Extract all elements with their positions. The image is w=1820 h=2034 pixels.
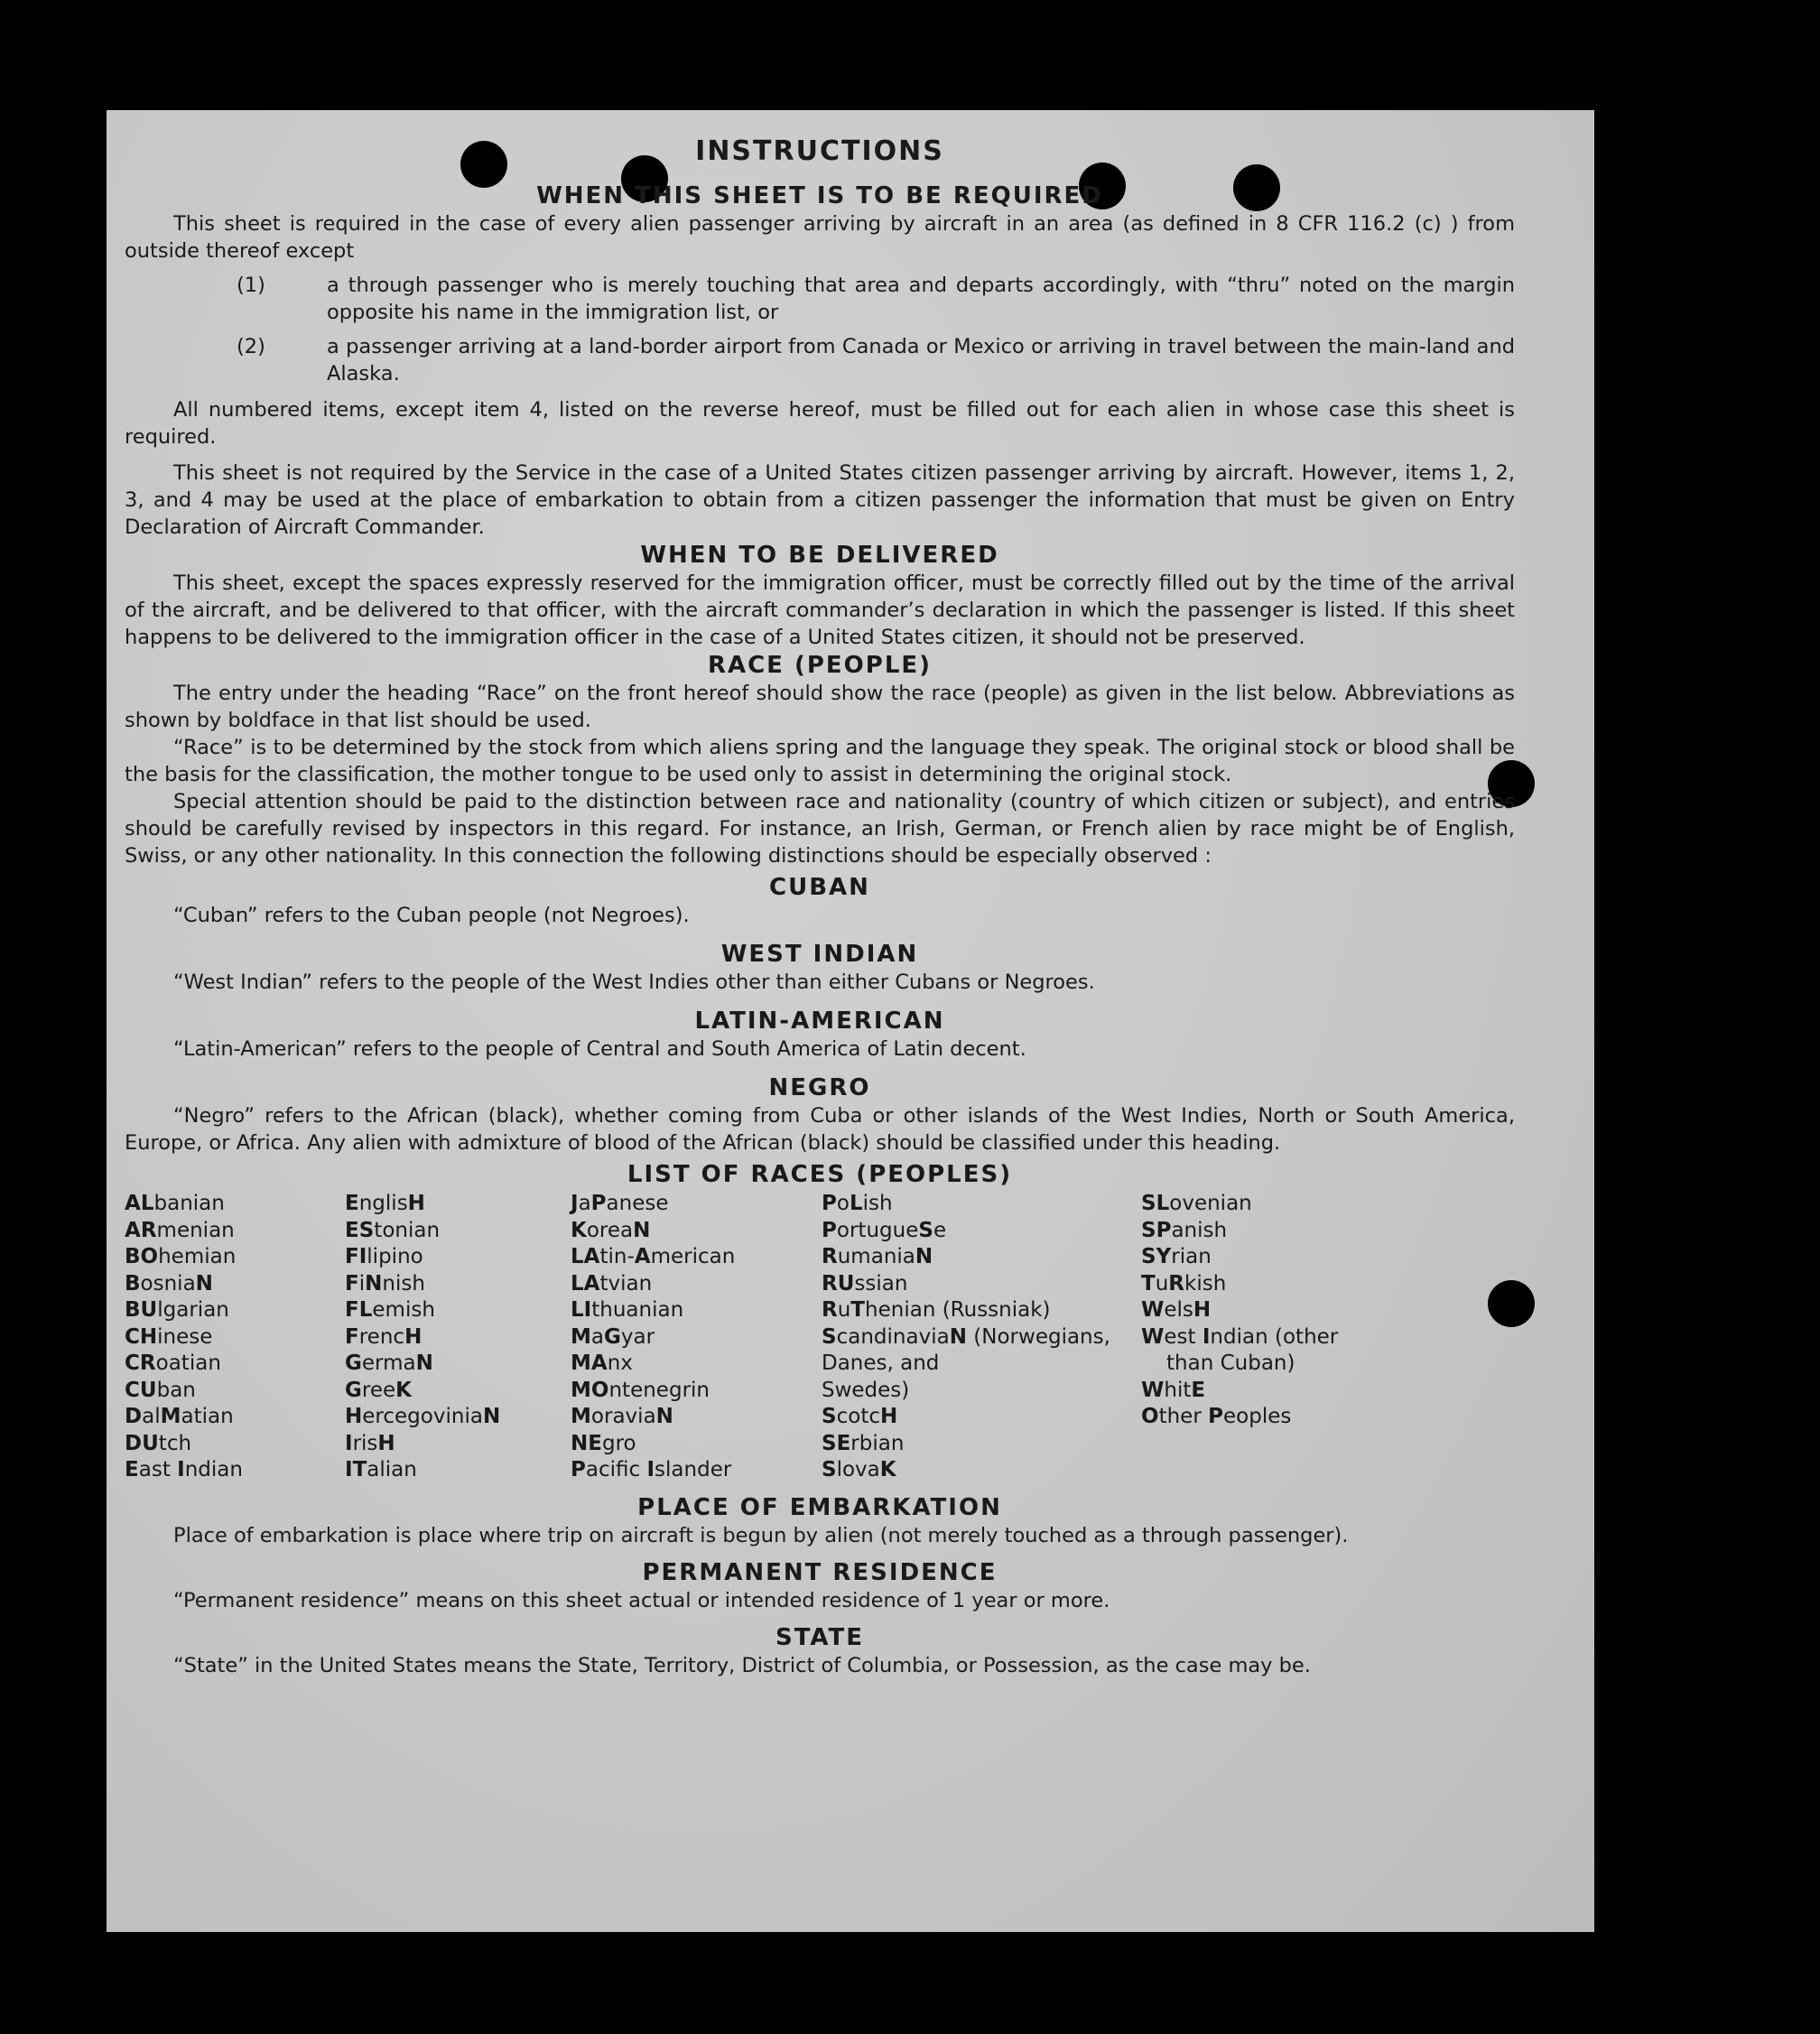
paragraph: “Negro” refers to the African (black), whether coming from Cuba or other islands of the West Indies, North or South America, Europe, or Africa. Any alien with admixture of blood of the African (black) should be classified under this heading. (125, 1104, 1515, 1155)
race-entry: NEgro (571, 1431, 636, 1455)
race-entry: LIthuanian (571, 1298, 684, 1322)
race-entry: RUssian (822, 1271, 908, 1296)
paragraph: This sheet is not required by the Service in the case of a United States citizen passenger arriving by aircraft. However, items 1, 2, 3, and 4 may be used at the place of embarkation to obtain from a citizen passenger the information that must be given on Entry Declaration of Aircraft Commander. (125, 461, 1515, 539)
race-entry: BUlgarian (125, 1298, 229, 1322)
race-entry: RuThenian (Russniak) (822, 1298, 1051, 1322)
race-entry: TuRkish (1141, 1271, 1227, 1296)
instructions-content (125, 135, 1515, 1679)
race-entry: EStonian (345, 1218, 441, 1242)
heading-when-required: WHEN THIS SHEET IS TO BE REQUIRED (536, 182, 1103, 209)
race-entry: FiNnish (345, 1271, 425, 1296)
race-entry: West Indian (other (1141, 1324, 1339, 1349)
race-entry: PortugueSe (822, 1218, 947, 1242)
race-entry: GreeK (345, 1378, 412, 1402)
race-entry: PoLish (822, 1192, 893, 1215)
race-entry: MAnx (571, 1351, 633, 1375)
race-entry: CUban (125, 1378, 196, 1402)
race-entry: EnglisH (345, 1192, 425, 1215)
race-entry: BOhemian (125, 1245, 237, 1268)
race-entry: KoreaN (571, 1218, 651, 1242)
list-item (125, 333, 1515, 387)
race-entry: MOntenegrin (571, 1378, 710, 1402)
race-entry: FIlipino (345, 1245, 423, 1268)
heading-cuban: CUBAN (769, 874, 870, 901)
race-entry: MaGyar (571, 1324, 655, 1349)
races-column (1141, 1191, 1412, 1484)
heading-negro: NEGRO (768, 1074, 871, 1101)
race-entry: BosniaN (125, 1271, 213, 1296)
paragraph: This sheet, except the spaces expressly reserved for the immigration officer, must be correctly filled out by the time of the arrival of the aircraft, and be delivered to that officer, with the aircraft commander’s declaration in which the passenger is listed. If this sheet happens to be delivered to the immigration officer in the case of a United States citizen, it should not be preserved. (125, 571, 1515, 649)
race-entry: CHinese (125, 1324, 213, 1349)
race-entry: Pacifc Islander (571, 1458, 732, 1481)
heading-race: RACE (PEOPLE) (707, 652, 933, 679)
paragraph: Place of embarkation is place where trip on aircraft is begun by alien (not merely touched as a through passenger). (173, 1523, 1349, 1547)
race-entry: East Indian (125, 1458, 243, 1481)
race-entry: Danes, and (822, 1351, 940, 1375)
race-entry: ScandinaviaN (Norwegians, (822, 1324, 1110, 1349)
race-entry: than Cuban) (1166, 1351, 1295, 1375)
page-title: INSTRUCTIONS (695, 135, 944, 167)
paragraph: “State” in the United States means the State, Territory, District of Columbia, or Possession, as the case may be. (173, 1653, 1311, 1677)
races-column (125, 1191, 345, 1484)
race-entry: CRoatian (125, 1351, 221, 1375)
paragraph: “Race” is to be determined by the stock from which aliens spring and the language they speak. The original stock or blood shall be the basis for the classification, the mother tongue to be used only to assist in determining the original stock. (125, 736, 1515, 786)
race-entry: WelsH (1141, 1298, 1212, 1322)
race-entry: MoraviaN (571, 1405, 673, 1428)
race-entry: ARmenian (125, 1218, 235, 1242)
paragraph: “Latin-American” refers to the people of Central and South America of Latin decent. (173, 1037, 1026, 1061)
paragraph: “Cuban” refers to the Cuban people (not Negroes). (173, 904, 690, 927)
heading-state: STATE (775, 1623, 865, 1651)
paragraph: The entry under the heading “Race” on the front hereof should show the race (people) as given in the list below. Abbreviations as shown by boldface in that list should be used. (125, 682, 1515, 732)
race-entry: JaPanese (571, 1192, 669, 1215)
heading-latin-american: LATIN-AMERICAN (694, 1008, 945, 1035)
race-entry: SLovenian (1141, 1192, 1252, 1215)
race-entry: LAtvian (571, 1271, 653, 1296)
paragraph: “Permanent residence” means on this sheet actual or intended residence of 1 year or more. (173, 1588, 1110, 1612)
race-entry: ScotcH (822, 1405, 898, 1428)
races-column (345, 1191, 571, 1484)
race-entry: GermaN (345, 1351, 433, 1375)
heading-when-delivered: WHEN TO BE DELIVERED (640, 542, 999, 569)
item-number: (1) (237, 274, 265, 297)
paragraph: Special attention should be paid to the distinction between race and nationality (country of which citizen or subject), and entries should be carefully revised by inspectors in this regard. For instance, an Irish, German, or French alien by race might be of English, Swiss, or any other nationality. In this connection the following distinctions should be especially observed : (125, 790, 1515, 868)
race-entry: Other Peoples (1141, 1405, 1292, 1428)
race-entry: IrisH (345, 1431, 395, 1455)
race-entry: DalMatian (125, 1405, 234, 1428)
heading-permanent-residence: PERMANENT RESIDENCE (642, 1558, 998, 1586)
race-entry: ALbanian (125, 1192, 225, 1215)
paragraph: This sheet is required in the case of every alien passenger arriving by aircraft in an area (as defined in 8 CFR 116.2 (c) ) from outside thereof except (125, 212, 1515, 263)
race-entry: SlovaK (822, 1458, 896, 1481)
item-text: a through passenger who is merely touching that area and departs accordingly, with “thru” noted on the margin opposite his name in the immigration list, or (327, 274, 1515, 324)
race-entry: RumaniaN (822, 1245, 933, 1268)
race-entry: SPanish (1141, 1218, 1228, 1242)
races-column (571, 1191, 822, 1484)
race-entry: WhitE (1141, 1378, 1206, 1402)
race-entry: ITalian (345, 1458, 417, 1481)
race-entry: SErbian (822, 1431, 905, 1455)
heading-west-indian: WEST INDIAN (720, 941, 919, 968)
item-number: (2) (237, 335, 265, 358)
race-entry: HercegoviniaN (345, 1405, 501, 1428)
race-entry: Swedes) (822, 1378, 910, 1402)
heading-embarkation: PLACE OF EMBARKATION (637, 1493, 1002, 1521)
heading-list-of-races: LIST OF RACES (PEOPLES) (627, 1161, 1013, 1188)
race-entry: DUtch (125, 1431, 192, 1455)
race-entry: FLemish (345, 1298, 435, 1322)
races-column (822, 1191, 1141, 1484)
race-entry: LAtin-American (571, 1245, 736, 1268)
races-list (125, 1191, 1515, 1484)
list-item (125, 272, 1515, 326)
paragraph: “West Indian” refers to the people of the West Indies other than either Cubans or Negroes. (173, 971, 1095, 994)
paragraph: All numbered items, except item 4, listed on the reverse hereof, must be filled out for each alien in whose case this sheet is required. (125, 398, 1515, 449)
race-entry: FrencH (345, 1324, 422, 1349)
race-entry: SYrian (1141, 1245, 1212, 1268)
item-text: a passenger arriving at a land-border airport from Canada or Mexico or arriving in travel between the main-land and Alaska. (327, 335, 1515, 385)
